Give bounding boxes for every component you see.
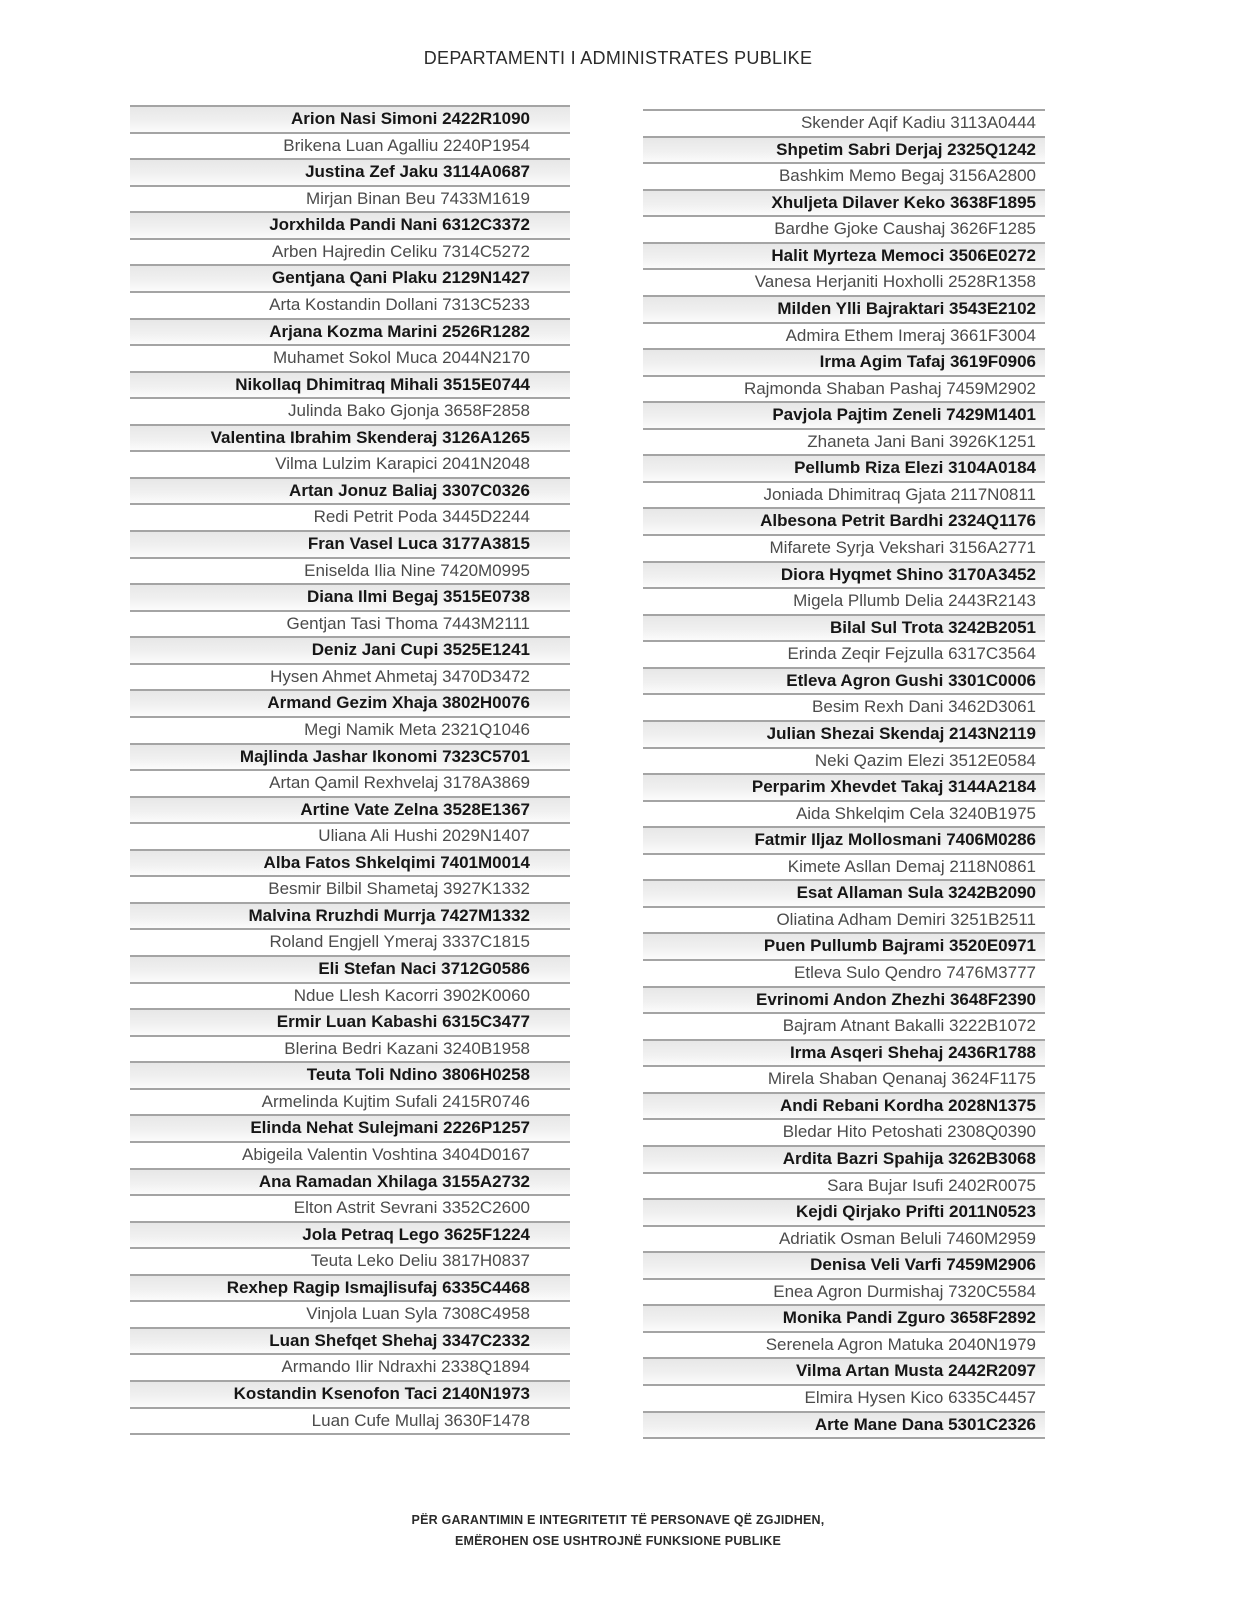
list-item: Gentjan Tasi Thoma 7443M2111 [130, 612, 570, 639]
list-item: Etleva Agron Gushi 3301C0006 [643, 669, 1045, 696]
list-item: Erinda Zeqir Fejzulla 6317C3564 [643, 642, 1045, 669]
list-item: Elton Astrit Sevrani 3352C2600 [130, 1196, 570, 1223]
list-item: Mirjan Binan Beu 7433M1619 [130, 187, 570, 214]
list-item: Ardita Bazri Spahija 3262B3068 [643, 1147, 1045, 1174]
list-item: Admira Ethem Imeraj 3661F3004 [643, 324, 1045, 351]
list-item: Julian Shezai Skendaj 2143N2119 [643, 722, 1045, 749]
list-item: Diana Ilmi Begaj 3515E0738 [130, 585, 570, 612]
list-item: Xhuljeta Dilaver Keko 3638F1895 [643, 191, 1045, 218]
list-item: Monika Pandi Zguro 3658F2892 [643, 1306, 1045, 1333]
list-item: Ndue Llesh Kacorri 3902K0060 [130, 984, 570, 1011]
list-item: Brikena Luan Agalliu 2240P1954 [130, 134, 570, 161]
list-item: Fatmir Iljaz Mollosmani 7406M0286 [643, 828, 1045, 855]
list-item: Kimete Asllan Demaj 2118N0861 [643, 855, 1045, 882]
list-item: Blerina Bedri Kazani 3240B1958 [130, 1037, 570, 1064]
footer-line-2: EMËROHEN OSE USHTROJNË FUNKSIONE PUBLIKE [454, 1534, 782, 1548]
list-item: Arte Mane Dana 5301C2326 [643, 1413, 1045, 1440]
list-item: Valentina Ibrahim Skenderaj 3126A1265 [130, 426, 570, 453]
list-item: Armando Ilir Ndraxhi 2338Q1894 [130, 1355, 570, 1382]
list-item: Mifarete Syrja Vekshari 3156A2771 [643, 536, 1045, 563]
list-item: Skender Aqif Kadiu 3113A0444 [643, 111, 1045, 138]
list-item: Neki Qazim Elezi 3512E0584 [643, 749, 1045, 776]
list-item: Kejdi Qirjako Prifti 2011N0523 [643, 1200, 1045, 1227]
list-item: Hysen Ahmet Ahmetaj 3470D3472 [130, 665, 570, 692]
list-item: Luan Cufe Mullaj 3630F1478 [130, 1409, 570, 1436]
list-item: Artine Vate Zelna 3528E1367 [130, 798, 570, 825]
list-item: Pellumb Riza Elezi 3104A0184 [643, 456, 1045, 483]
list-item: Zhaneta Jani Bani 3926K1251 [643, 430, 1045, 457]
list-item: Milden Ylli Bajraktari 3543E2102 [643, 297, 1045, 324]
list-item: Sara Bujar Isufi 2402R0075 [643, 1174, 1045, 1201]
list-item: Vilma Lulzim Karapici 2041N2048 [130, 452, 570, 479]
page-footer [0, 1510, 1236, 1552]
list-item: Vilma Artan Musta 2442R2097 [643, 1359, 1045, 1386]
list-item: Vinjola Luan Syla 7308C4958 [130, 1302, 570, 1329]
list-item: Eli Stefan Naci 3712G0586 [130, 957, 570, 984]
list-item: Mirela Shaban Qenanaj 3624F1175 [643, 1067, 1045, 1094]
list-item: Perparim Xhevdet Takaj 3144A2184 [643, 775, 1045, 802]
list-item: Denisa Veli Varfi 7459M2906 [643, 1253, 1045, 1280]
list-item: Elmira Hysen Kico 6335C4457 [643, 1386, 1045, 1413]
list-item: Halit Myrteza Memoci 3506E0272 [643, 244, 1045, 271]
list-item: Puen Pullumb Bajrami 3520E0971 [643, 934, 1045, 961]
list-item: Irma Asqeri Shehaj 2436R1788 [643, 1041, 1045, 1068]
list-item: Migela Pllumb Delia 2443R2143 [643, 589, 1045, 616]
list-item: Artan Jonuz Baliaj 3307C0326 [130, 479, 570, 506]
list-item: Adriatik Osman Beluli 7460M2959 [643, 1227, 1045, 1254]
list-item: Muhamet Sokol Muca 2044N2170 [130, 346, 570, 373]
list-item: Julinda Bako Gjonja 3658F2858 [130, 399, 570, 426]
list-item: Kostandin Ksenofon Taci 2140N1973 [130, 1382, 570, 1409]
list-item: Besim Rexh Dani 3462D3061 [643, 695, 1045, 722]
list-item: Bashkim Memo Begaj 3156A2800 [643, 164, 1045, 191]
list-item: Redi Petrit Poda 3445D2244 [130, 505, 570, 532]
list-item: Teuta Toli Ndino 3806H0258 [130, 1063, 570, 1090]
list-item: Eniselda Ilia Nine 7420M0995 [130, 559, 570, 586]
list-item: Rajmonda Shaban Pashaj 7459M2902 [643, 377, 1045, 404]
list-item: Elinda Nehat Sulejmani 2226P1257 [130, 1116, 570, 1143]
list-item: Abigeila Valentin Voshtina 3404D0167 [130, 1143, 570, 1170]
list-item: Aida Shkelqim Cela 3240B1975 [643, 802, 1045, 829]
list-item: Teuta Leko Deliu 3817H0837 [130, 1249, 570, 1276]
list-item: Ana Ramadan Xhilaga 3155A2732 [130, 1170, 570, 1197]
list-item: Arjana Kozma Marini 2526R1282 [130, 320, 570, 347]
list-item: Malvina Rruzhdi Murrja 7427M1332 [130, 904, 570, 931]
list-item: Oliatina Adham Demiri 3251B2511 [643, 908, 1045, 935]
list-item: Serenela Agron Matuka 2040N1979 [643, 1333, 1045, 1360]
list-item: Jorxhilda Pandi Nani 6312C3372 [130, 213, 570, 240]
list-item: Joniada Dhimitraq Gjata 2117N0811 [643, 483, 1045, 510]
list-item: Enea Agron Durmishaj 7320C5584 [643, 1280, 1045, 1307]
list-item: Diora Hyqmet Shino 3170A3452 [643, 563, 1045, 590]
page-title: DEPARTAMENTI I ADMINISTRATES PUBLIKE [423, 48, 813, 68]
list-item: Bledar Hito Petoshati 2308Q0390 [643, 1120, 1045, 1147]
list-item: Arben Hajredin Celiku 7314C5272 [130, 240, 570, 267]
list-item: Arion Nasi Simoni 2422R1090 [130, 107, 570, 134]
footer-line-1: PËR GARANTIMIN E INTEGRITETIT TË PERSONAVE QË ZGJIDHEN, [411, 1513, 825, 1527]
list-item: Nikollaq Dhimitraq Mihali 3515E0744 [130, 373, 570, 400]
list-item: Armand Gezim Xhaja 3802H0076 [130, 691, 570, 718]
list-item: Esat Allaman Sula 3242B2090 [643, 881, 1045, 908]
list-item: Rexhep Ragip Ismajlisufaj 6335C4468 [130, 1276, 570, 1303]
list-item: Armelinda Kujtim Sufali 2415R0746 [130, 1090, 570, 1117]
list-item: Pavjola Pajtim Zeneli 7429M1401 [643, 403, 1045, 430]
list-item: Etleva Sulo Qendro 7476M3777 [643, 961, 1045, 988]
list-item: Deniz Jani Cupi 3525E1241 [130, 638, 570, 665]
list-item: Evrinomi Andon Zhezhi 3648F2390 [643, 988, 1045, 1015]
list-item: Roland Engjell Ymeraj 3337C1815 [130, 930, 570, 957]
list-item: Bilal Sul Trota 3242B2051 [643, 616, 1045, 643]
list-item: Jola Petraq Lego 3625F1224 [130, 1223, 570, 1250]
list-item: Alba Fatos Shkelqimi 7401M0014 [130, 851, 570, 878]
list-item: Andi Rebani Kordha 2028N1375 [643, 1094, 1045, 1121]
list-item: Artan Qamil Rexhvelaj 3178A3869 [130, 771, 570, 798]
list-item: Irma Agim Tafaj 3619F0906 [643, 350, 1045, 377]
list-item: Besmir Bilbil Shametaj 3927K1332 [130, 877, 570, 904]
list-item: Shpetim Sabri Derjaj 2325Q1242 [643, 138, 1045, 165]
list-item: Arta Kostandin Dollani 7313C5233 [130, 293, 570, 320]
list-item: Gentjana Qani Plaku 2129N1427 [130, 266, 570, 293]
list-item: Majlinda Jashar Ikonomi 7323C5701 [130, 745, 570, 772]
list-item: Albesona Petrit Bardhi 2324Q1176 [643, 509, 1045, 536]
list-item: Bardhe Gjoke Caushaj 3626F1285 [643, 217, 1045, 244]
name-list-left [130, 105, 570, 1435]
list-item: Bajram Atnant Bakalli 3222B1072 [643, 1014, 1045, 1041]
list-item: Luan Shefqet Shehaj 3347C2332 [130, 1329, 570, 1356]
list-item: Uliana Ali Hushi 2029N1407 [130, 824, 570, 851]
list-item: Vanesa Herjaniti Hoxholli 2528R1358 [643, 270, 1045, 297]
list-item: Fran Vasel Luca 3177A3815 [130, 532, 570, 559]
list-item: Justina Zef Jaku 3114A0687 [130, 160, 570, 187]
list-item: Megi Namik Meta 2321Q1046 [130, 718, 570, 745]
list-item: Ermir Luan Kabashi 6315C3477 [130, 1010, 570, 1037]
name-list-right [643, 109, 1045, 1439]
